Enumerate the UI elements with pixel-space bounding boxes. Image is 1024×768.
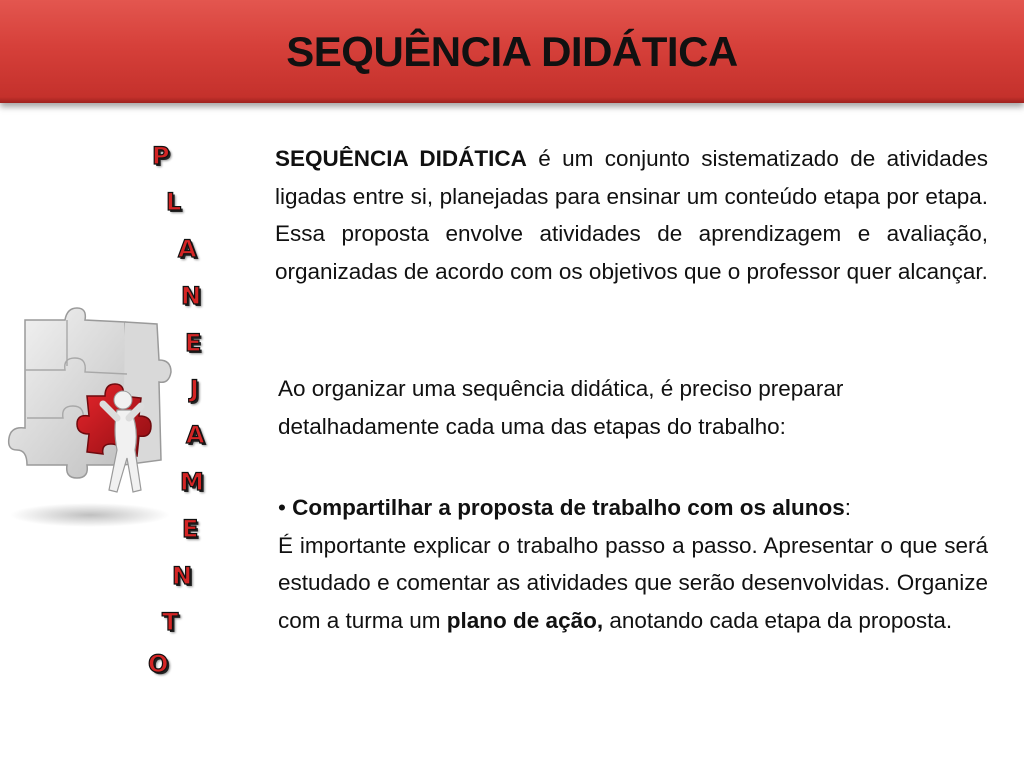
vertical-letter: A — [178, 235, 197, 263]
puzzle-illustration — [5, 300, 175, 530]
vertical-letter: M — [180, 468, 204, 496]
definition-paragraph — [275, 140, 988, 290]
vertical-letter: E — [182, 515, 199, 543]
definition-term: SEQUÊNCIA DIDÁTICA — [275, 146, 527, 171]
definition-text: é um conjunto sistematizado de atividades ligadas entre si, planejadas para ensinar um conteúdo etapa por etapa. Essa proposta envolve atividades de aprendizagem e avaliação, organizadas de acordo com os objetivos que o professor quer alcançar. — [275, 146, 988, 284]
vertical-letter: P — [152, 142, 170, 170]
vertical-letter: J — [190, 375, 199, 403]
slide-content — [275, 140, 988, 633]
vertical-letter: T — [162, 608, 179, 636]
bullet-bold-phrase: plano de ação, — [446, 607, 604, 633]
bullet-colon: : — [844, 495, 852, 520]
vertical-letter: A — [186, 421, 205, 449]
bullet-heading: Compartilhar a proposta de trabalho com os alunos — [292, 495, 845, 520]
slide-title: SEQUÊNCIA DIDÁTICA — [286, 28, 738, 75]
vertical-letter: N — [181, 282, 202, 310]
vertical-letter: E — [185, 329, 202, 357]
vertical-letter: N — [172, 562, 193, 590]
bullet-text-after: anotando cada etapa da proposta. — [603, 607, 953, 633]
vertical-letter: O — [148, 650, 169, 678]
bullet-paragraph — [278, 489, 988, 639]
intro-paragraph: Ao organizar uma sequência didática, é preciso preparar detalhadamente cada uma das etapas do trabalho: — [278, 376, 844, 439]
bullet-heading-line — [278, 489, 988, 527]
bullet-text-before: É importante explicar o trabalho passo a passo. Apresentar o que será estudado e comentar as atividades que serão desenvolvidas. Organize com a turma um — [278, 532, 988, 633]
bullet-icon: • — [278, 495, 286, 520]
vertical-letter: L — [166, 188, 182, 216]
